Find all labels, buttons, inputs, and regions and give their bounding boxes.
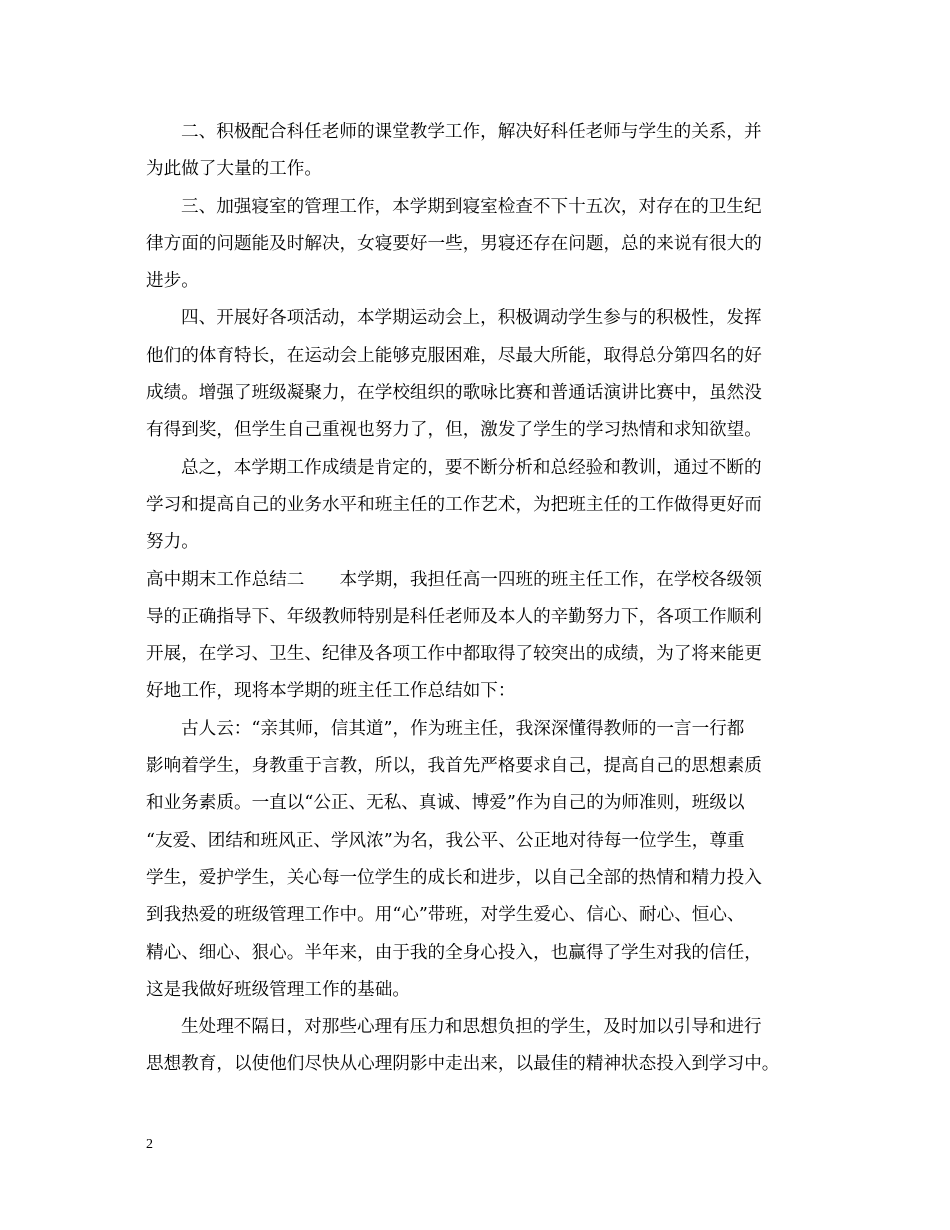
text-line: 总之，本学期工作成绩是肯定的，要不断分析和总经验和教训，通过不断的 <box>181 457 762 478</box>
text-line: 四、开展好各项活动，本学期运动会上，积极调动学生参与的积极性，发挥 <box>181 308 762 329</box>
text-line: 他们的体育特长，在运动会上能够克服困难，尽最大所能，取得总分第四名的好 <box>146 345 762 366</box>
text-line: 三、加强寝室的管理工作，本学期到寝室检查不下十五次，对存在的卫生纪 <box>181 196 762 217</box>
text-line: 精心、细心、狠心。半年来，由于我的全身心投入，也赢得了学生对我的信任， <box>146 942 762 963</box>
text-line: 开展，在学习、卫生、纪律及各项工作中都取得了较突出的成绩，为了将来能更 <box>146 644 762 665</box>
text-line: 二、积极配合科任老师的课堂教学工作，解决好科任老师与学生的关系，并 <box>181 122 762 142</box>
text-line: 古人云：“亲其师，信其道”，作为班主任，我深深懂得教师的一言一行都 <box>181 718 745 739</box>
body-text <box>146 114 812 1084</box>
text-line: 影响着学生，身教重于言教，所以，我首先严格要求自己，提高自己的思想素质 <box>146 756 762 777</box>
text-line: 律方面的问题能及时解决，女寝要好一些，男寝还存在问题，总的来说有很大的 <box>146 233 762 254</box>
text-line: 努力。 <box>146 532 199 553</box>
text-line: 好地工作，现将本学期的班主任工作总结如下： <box>146 681 516 702</box>
text-line: 到我热爱的班级管理工作中。用“心”带班，对学生爱心、信心、耐心、恒心、 <box>146 905 745 926</box>
section-heading-line: 高中期末工作总结二 本学期，我担任高一四班的班主任工作，在学校各级领 <box>146 569 762 590</box>
text-line: 思想教育，以使他们尽快从心理阴影中走出来，以最佳的精神状态投入到学习中。 <box>146 1054 780 1075</box>
text-line: 进步。 <box>146 271 199 292</box>
text-line: 有得到奖，但学生自己重视也努力了，但，激发了学生的学习热情和求知欲望。 <box>146 420 762 441</box>
text-line: “友爱、团结和班风正、学风浓”为名，我公平、公正地对待每一位学生，尊重 <box>146 830 745 851</box>
text-line: 生处理不隔日，对那些心理有压力和思想负担的学生，及时加以引导和进行 <box>181 1017 762 1038</box>
text-line: 导的正确指导下、年级教师特别是科任老师及本人的辛勤努力下，各项工作顺利 <box>146 606 762 627</box>
text-line: 学习和提高自己的业务水平和班主任的工作艺术，为把班主任的工作做得更好而 <box>146 494 762 515</box>
text-line: 这是我做好班级管理工作的基础。 <box>146 979 410 1000</box>
text-line: 成绩。增强了班级凝聚力，在学校组织的歌咏比赛和普通话演讲比赛中，虽然没 <box>146 383 762 404</box>
text-line: 学生，爱护学生，关心每一位学生的成长和进步，以自己全部的热情和精力投入 <box>146 867 762 888</box>
text-line: 和业务素质。一直以“公正、无私、真诚、博爱”作为自己的为师准则，班级以 <box>146 793 745 814</box>
page-number: 2 <box>146 1137 153 1152</box>
text-line: 为此做了大量的工作。 <box>146 159 322 180</box>
